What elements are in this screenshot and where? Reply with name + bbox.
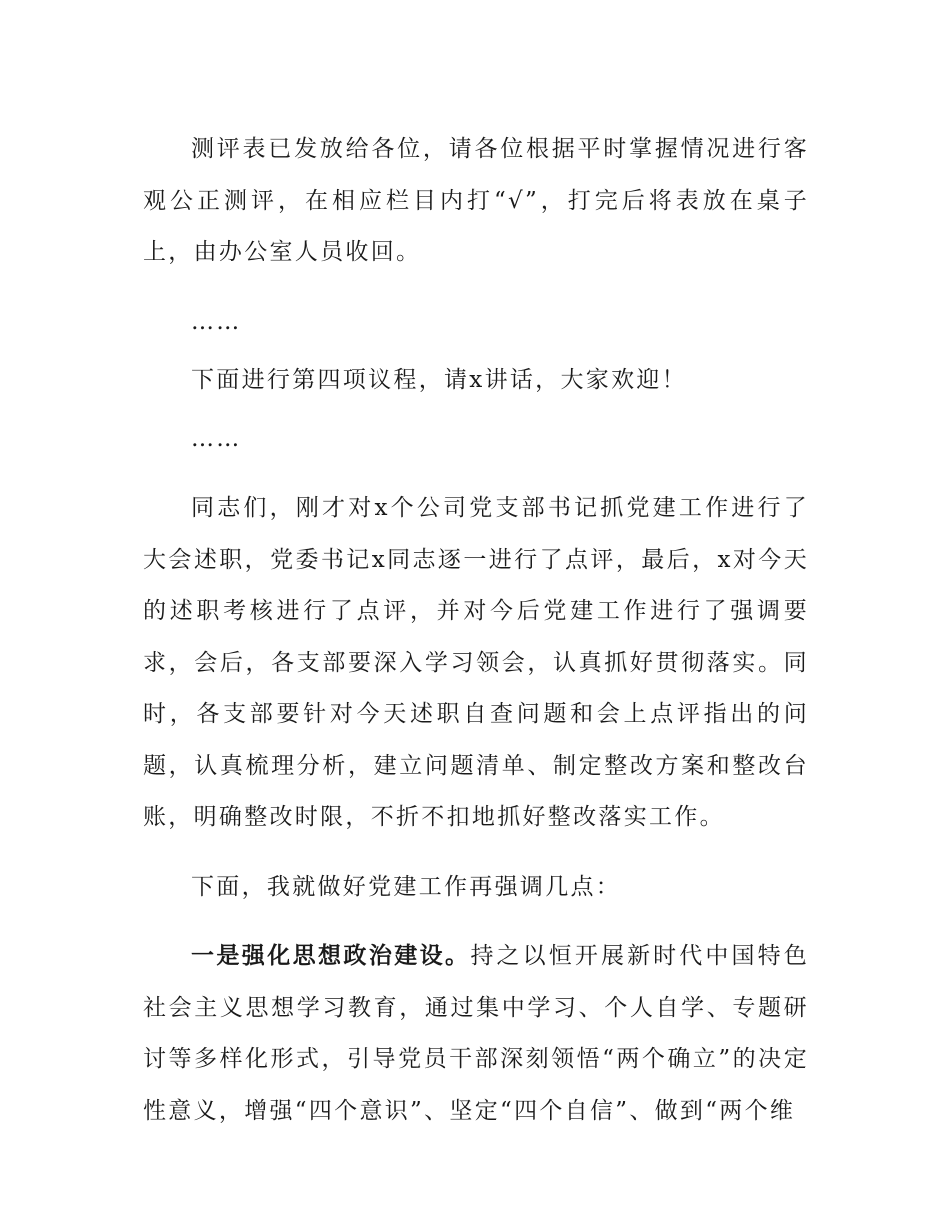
point-one-heading: 一是强化思想政治建设。 [191, 943, 471, 969]
paragraph-speech-summary: 同志们，刚才对x个公司党支部书记抓党建工作进行了大会述职，党委书记x同志逐一进行了点评，最后，x对今天的述职考核进行了点评，并对今后党建工作进行了强调要求，会后，各支部要深入学习领会，认真抓好贯彻落实。同时，各支部要针对今天述职自查问题和会上点评指出的问题，认真梳理分析，建立问题清单、制定整改方案和整改台账，明确整改时限，不折不扣地抓好整改落实工作。 [143, 495, 809, 830]
document-page [143, 124, 809, 1137]
ellipsis-2: …… [191, 425, 242, 452]
paragraph-point-one [143, 931, 809, 1137]
paragraph-evaluation-form: 测评表已发放给各位，请各位根据平时掌握情况进行客观公正测评，在相应栏目内打“√”，打完后将表放在桌子上，由办公室人员收回。 [143, 136, 809, 265]
paragraph-emphasis-intro: 下面，我就做好党建工作再强调几点： [191, 873, 622, 900]
ellipsis-1: …… [191, 308, 242, 335]
point-one-body: 持之以恒开展新时代中国特色社会主义思想学习教育，通过集中学习、个人自学、专题研讨等多样化形式，引导党员干部深刻领悟“两个确立”的决定性意义，增强“四个意识”、坚定“四个自信”、做到“两个维 [143, 943, 809, 1124]
paragraph-agenda-item-four: 下面进行第四项议程，请x讲话，大家欢迎！ [191, 367, 687, 393]
